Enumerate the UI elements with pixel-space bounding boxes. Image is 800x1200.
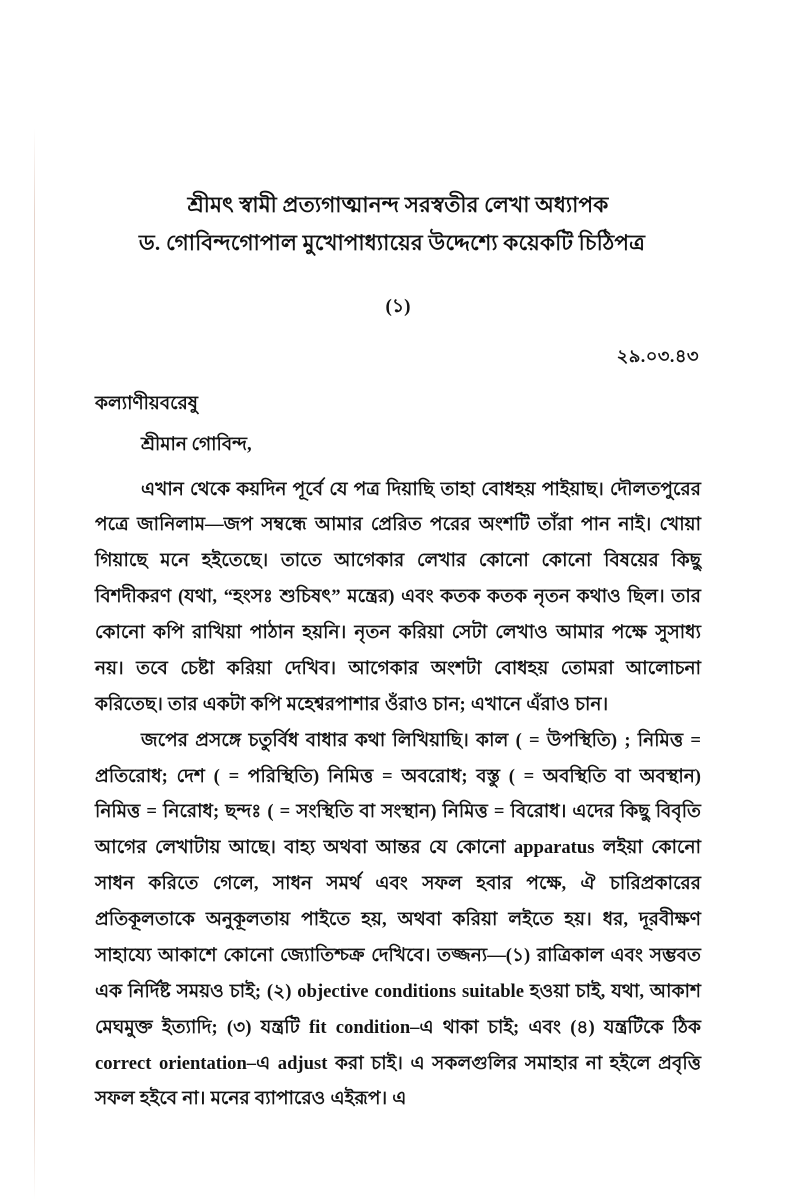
page-title (95, 0, 701, 263)
salutation-name: শ্রীমান গোবিন্দ, (141, 434, 252, 455)
body-paragraph (95, 723, 701, 1118)
document-page (95, 0, 701, 1200)
page-title-line-1: শ্রীমৎ স্বামী প্রত্যগাত্মানন্দ সরস্বতীর লেখা অধ্যাপক (187, 193, 609, 217)
paragraph-text: এখান থেকে কয়দিন পূর্বে যে পত্র দিয়াছি তাহা বোধহয় পাইয়াছ। দৌলতপুরের পত্রে জানিলাম—জপ সম্বন্ধে আমার প্রেরিত পরের অংশটি তাঁরা পান নাই। খোয়া গিয়াছে মনে হইতেছে। তাতে আগেকার লেখার কোনো কোনো বিষয়ের কিছু বিশদীকরণ (যথা, “হংসঃ শুচিষৎ” মন্ত্রের) এবং কতক কতক নৃতন কথাও ছিল। তার কোনো কপি রাখিয়া পাঠান হয়নি। নৃতন করিয়া সেটা লেখাও আমার পক্ষে সুসাধ্য নয়। তবে চেষ্টা করিয়া দেখিব। আগেকার অংশটা বোধহয় তোমরা আলোচনা করিতেছ। তার একটা কপি মহেশ্বরপাশার ওঁরাও চান; এখানে এঁরাও চান। (95, 478, 701, 715)
salutation-formal: কল্যাণীয়বরেষু (95, 393, 198, 414)
page-title-line-2: ড. গোবিন্দগোপাল মুখোপাধ্যায়ের উদ্দেশ্যে কয়েকটি চিঠিপত্র (138, 231, 646, 256)
body-paragraph (95, 461, 701, 723)
page-edge-artifact (34, 128, 35, 1200)
paragraph-text: জপের প্রসঙ্গে চতুর্বিধ বাধার কথা লিখিয়াছি। কাল ( = উপস্থিতি) ; নিমিত্ত = প্রতিরোধ; দেশ ( = পরিস্থিতি) নিমিত্ত = অবরোধ; বস্তু ( = অবস্থিতি বা অবস্থান) নিমিত্ত = নিরোধ; ছন্দঃ ( = সংস্থিতি বা সংস্থান) নিমিত্ত = বিরোধ। এদের কিছু বিবৃতি আগের লেখাটায় আছে। বাহ্য অথবা আন্তর যে কোনো apparatus লইয়া কোনো সাধন করিতে গেলে, সাধন সমর্থ এবং সফল হবার পক্ষে, ঐ চারিপ্রকারের প্রতিকূলতাকে অনুকূলতায় পাইতে হয়, অথবা করিয়া লইতে হয়। ধর, দূরবীক্ষণ সাহায্যে আকাশে কোনো জ্যোতিশ্চক্র দেখিবে। তজ্জন্য—(১) রাত্রিকাল এবং সম্ভবত এক নির্দিষ্ট সময়ও চাই; (২) objective conditions suitable হওয়া চাই, যথা, আকাশ মেঘমুক্ত ইত্যাদি; (৩) যন্ত্রটি fit condition–এ থাকা চাই; এবং (৪) যন্ত্রটিকে ঠিক correct orientation–এ adjust করা চাই। এ সকলগুলির সমাহার না হইলে প্রবৃত্তি সফল হইবে না। মনের ব্যাপারেও এইরূপ। এ (95, 729, 701, 1110)
section-number: (১) (385, 295, 411, 317)
letter-date: ২৯.০৩.৪৩ (616, 345, 699, 366)
